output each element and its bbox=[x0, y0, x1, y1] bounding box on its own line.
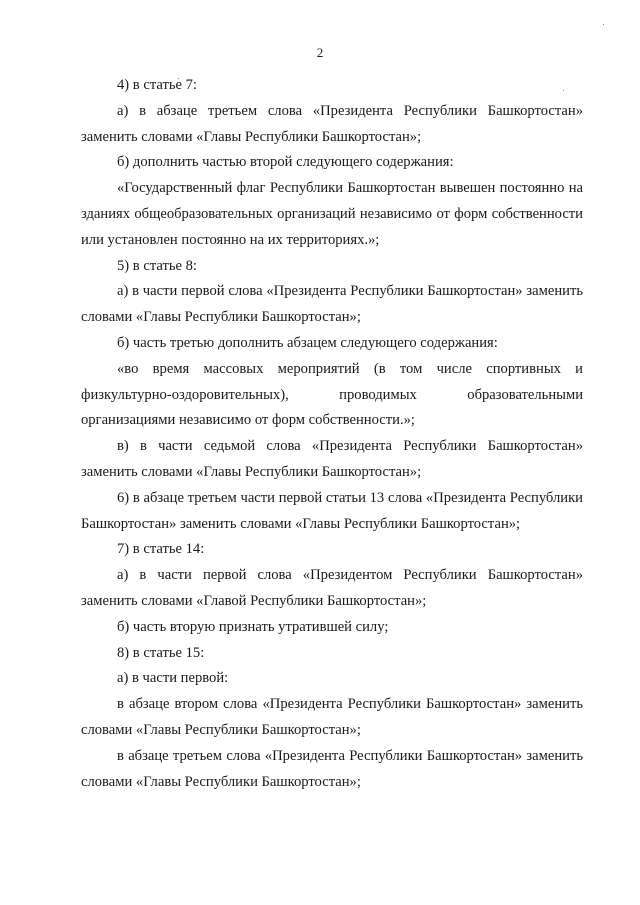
item-7b: б) часть вторую признать утратившей силу; bbox=[117, 618, 389, 635]
item-5c: в) в части седьмой слова «Президента Республики Башкортостан» заменить словами «Главы Республики Башкортостан»; bbox=[81, 438, 583, 480]
document-body bbox=[81, 73, 583, 795]
item-8a-paragraph-3: в абзаце третьем слова «Президента Республики Башкортостан» заменить словами «Главы Республики Башкортостан»; bbox=[81, 747, 583, 790]
item-7-heading: 7) в статье 14: bbox=[117, 541, 205, 558]
item-5a: а) в части первой слова «Президента Республики Башкортостан» заменить словами «Главы Республики Башкортостан»; bbox=[81, 283, 583, 326]
scan-speck bbox=[603, 24, 604, 25]
item-8a: а) в части первой: bbox=[117, 670, 229, 687]
item-4b-quote: «Государственный флаг Республики Башкортостан вывешен постоянно на зданиях общеобразовательных организаций независимо от форм собственности или установлен постоянно на их территориях.»; bbox=[81, 180, 583, 248]
item-8-heading: 8) в статье 15: bbox=[117, 644, 205, 661]
item-8a-paragraph-2: в абзаце втором слова «Президента Республики Башкортостан» заменить словами «Главы Республики Башкортостан»; bbox=[81, 696, 583, 738]
item-7a: а) в части первой слова «Президентом Республики Башкортостан» заменить словами «Главой Республики Башкортостан»; bbox=[81, 567, 583, 609]
item-4a: а) в абзаце третьем слова «Президента Республики Башкортостан» заменить словами «Главы Республики Башкортостан»; bbox=[81, 102, 583, 145]
item-6: 6) в абзаце третьем части первой статьи 13 слова «Президента Республики Башкортостан» заменить словами «Главы Республики Башкортостан»; bbox=[81, 489, 583, 532]
item-5b: б) часть третью дополнить абзацем следующего содержания: bbox=[117, 334, 498, 351]
item-5-heading: 5) в статье 8: bbox=[117, 257, 197, 274]
item-4b: б) дополнить частью второй следующего содержания: bbox=[117, 154, 454, 171]
item-5b-quote: «во время массовых мероприятий (в том числе спортивных и физкультурно-оздоровительных), проводимых образовательными организациями независимо от форм собственности.»; bbox=[81, 360, 583, 429]
item-4-heading: 4) в статье 7: bbox=[117, 77, 197, 93]
page-number: 2 bbox=[316, 45, 324, 60]
